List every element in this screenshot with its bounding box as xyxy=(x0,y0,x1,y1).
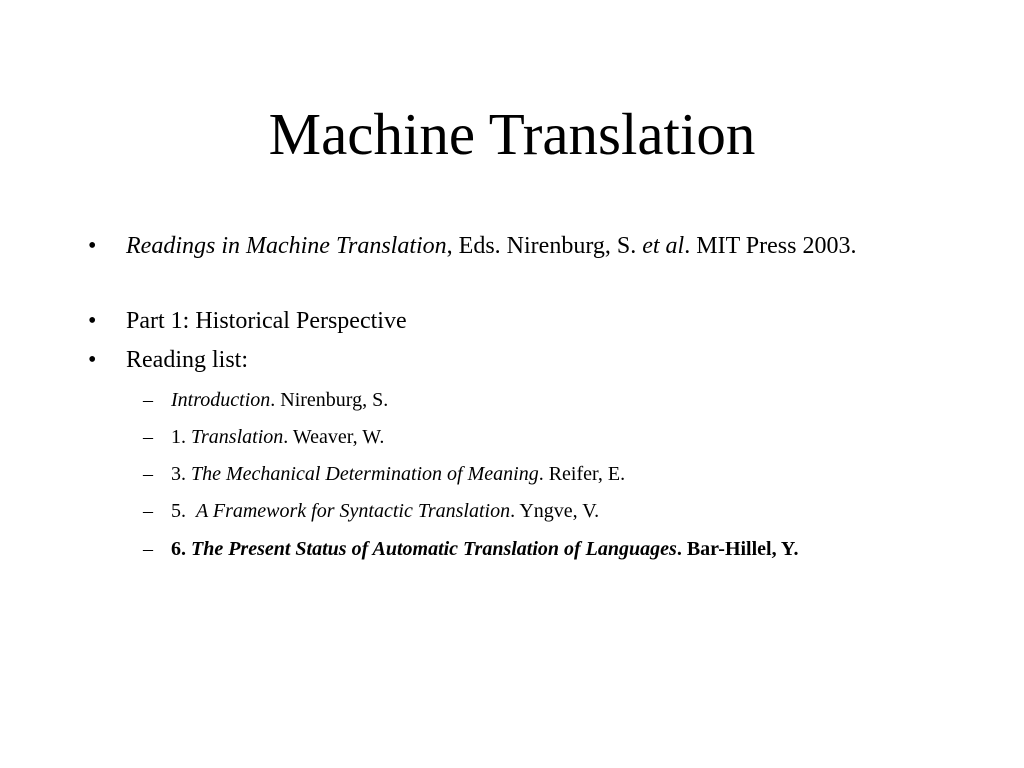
reading-author: . Nirenburg, S. xyxy=(270,389,389,411)
dash-marker: – xyxy=(143,538,153,560)
bullet-item-readings xyxy=(88,229,926,263)
dash-marker: – xyxy=(143,426,153,448)
dash-marker: – xyxy=(143,463,153,485)
reading-list-item-highlighted xyxy=(143,535,891,563)
reading-title: Translation xyxy=(191,426,284,448)
reading-prefix: 1. xyxy=(171,426,191,448)
bullet-text: Part 1: Historical Perspective xyxy=(126,308,407,334)
dash-marker: – xyxy=(143,389,153,411)
reading-prefix: 6. xyxy=(171,538,191,560)
reading-author: . Bar-Hillel, Y. xyxy=(676,538,799,560)
book-publisher: . MIT Press 2003. xyxy=(684,233,857,259)
reading-title: Introduction xyxy=(171,389,271,411)
reading-list-item xyxy=(143,386,891,414)
bullet-marker: • xyxy=(88,233,97,259)
book-title: Readings in Machine Translation xyxy=(126,233,447,259)
bullet-item-reading-list xyxy=(88,343,926,377)
bullet-text: Reading list: xyxy=(126,347,248,373)
bullet-marker: • xyxy=(88,308,97,334)
reading-author: . Weaver, W. xyxy=(283,426,385,448)
reading-author: . Reifer, E. xyxy=(538,463,626,485)
book-editors: , Eds. Nirenburg, S. xyxy=(446,233,643,259)
bullet-item-part xyxy=(88,304,926,338)
reading-prefix: 5. xyxy=(171,500,196,522)
reading-list-item xyxy=(143,460,891,488)
slide-title: Machine Translation xyxy=(268,101,756,167)
bullet-marker: • xyxy=(88,347,97,373)
dash-marker: – xyxy=(143,500,153,522)
reading-title: The Present Status of Automatic Translation of Languages xyxy=(191,538,677,560)
reading-author: . Yngve, V. xyxy=(510,500,600,522)
reading-prefix: 3. xyxy=(171,463,191,485)
reading-list-item xyxy=(143,423,891,451)
reading-list-item xyxy=(143,497,891,525)
reading-title: A Framework for Syntactic Translation xyxy=(196,500,511,522)
reading-title: The Mechanical Determination of Meaning xyxy=(191,463,539,485)
et-al: et al xyxy=(642,233,685,259)
